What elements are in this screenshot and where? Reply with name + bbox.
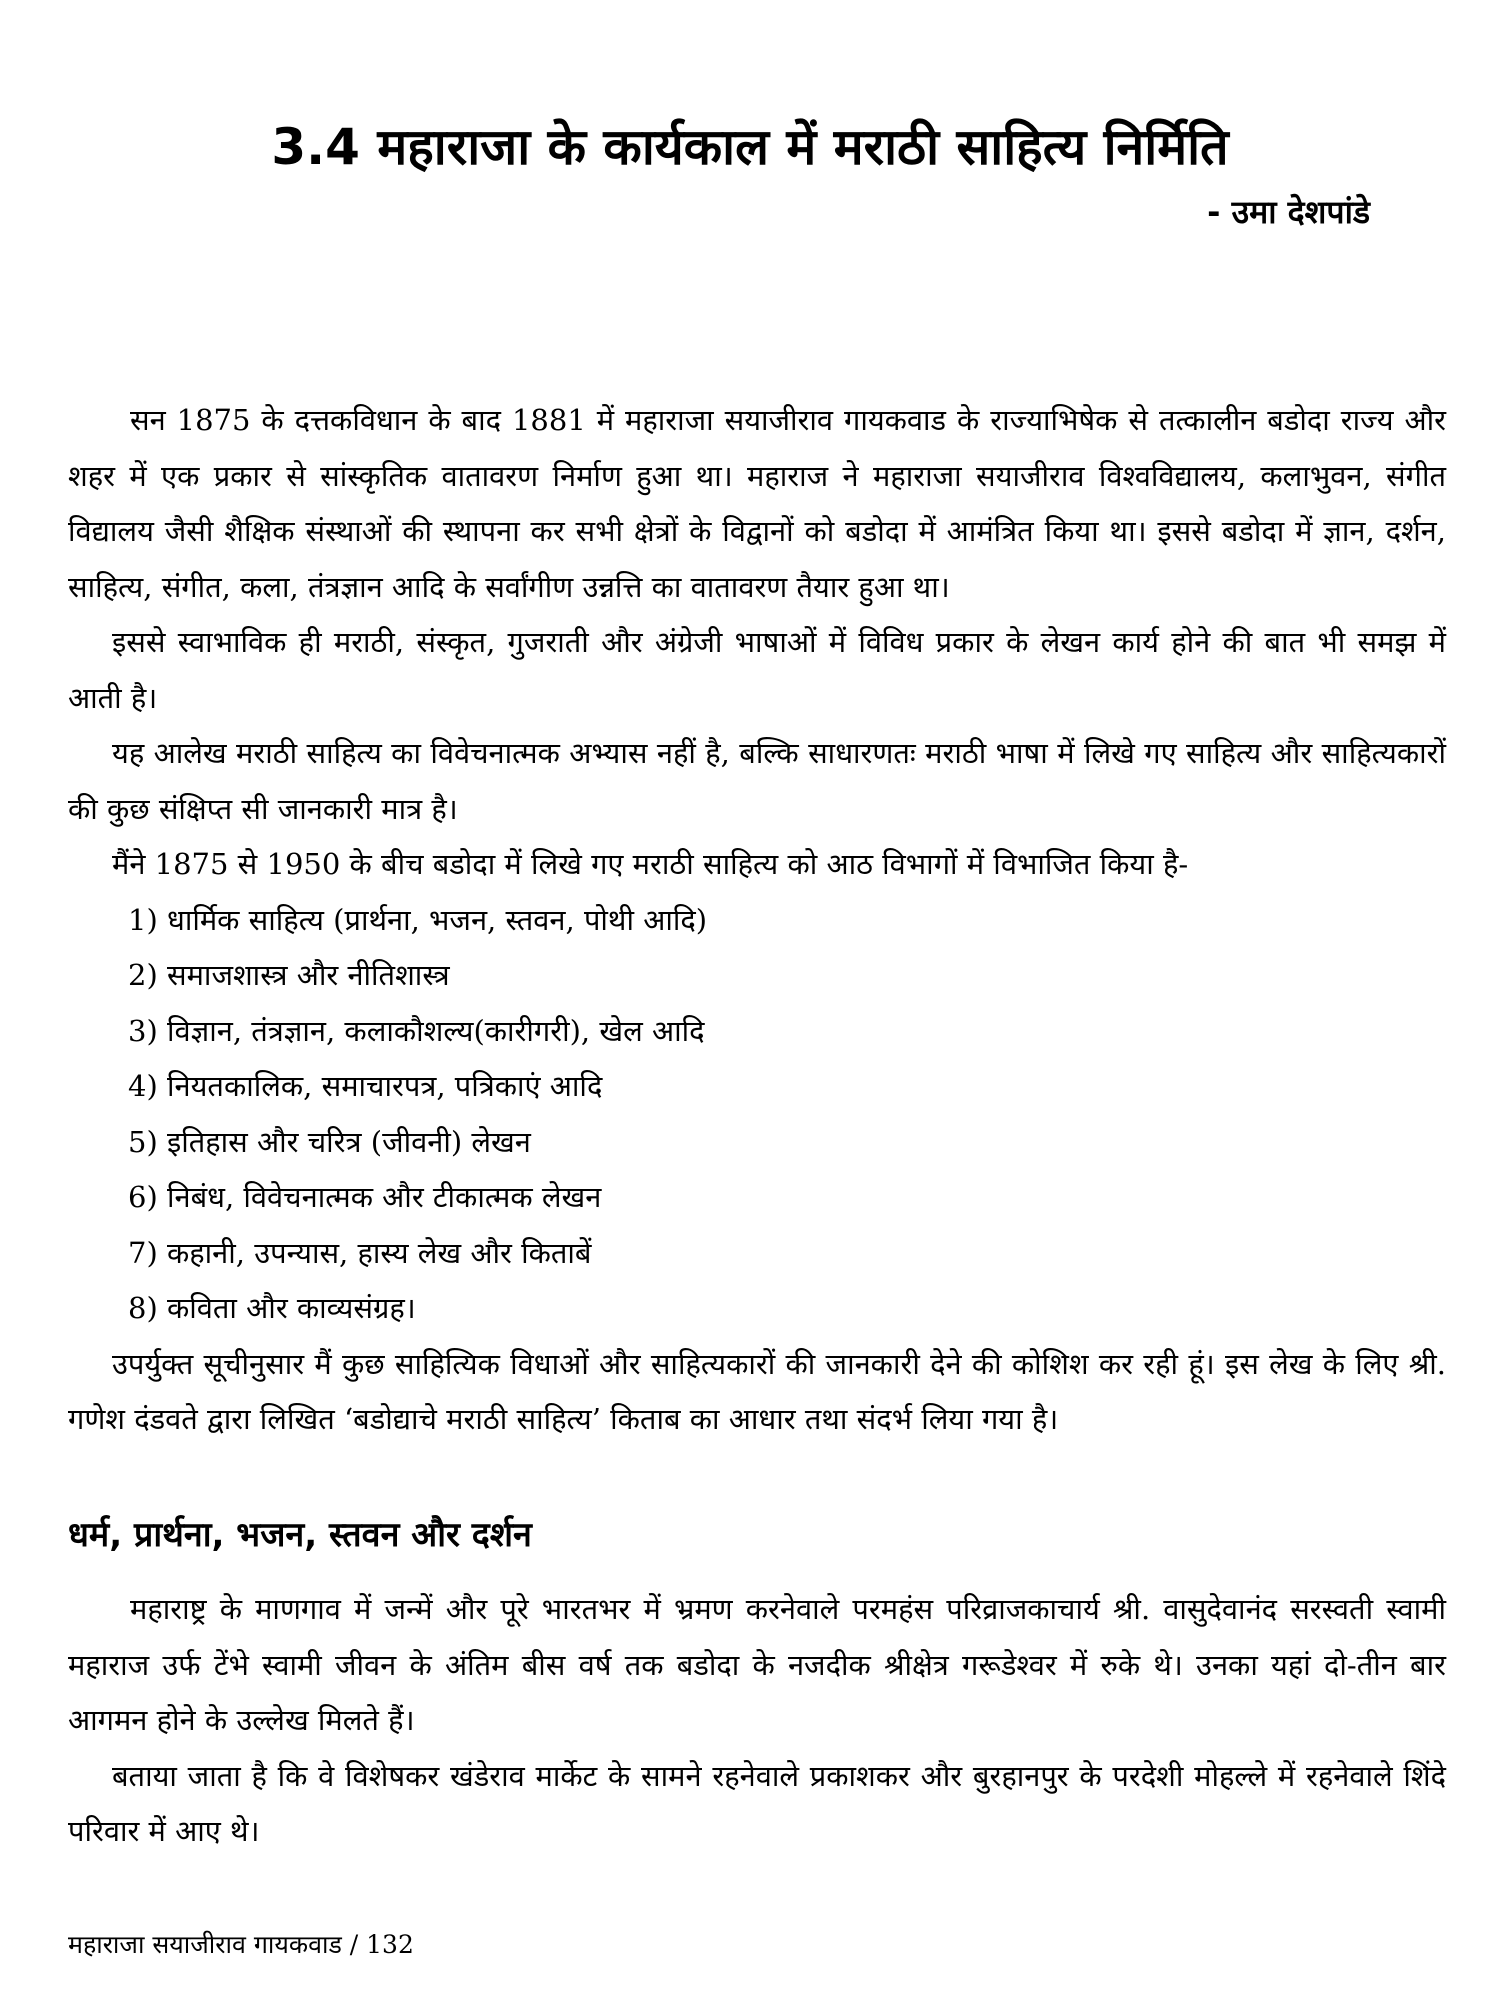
intro-body [68, 393, 1446, 1448]
section-paragraph-2: बताया जाता है कि वे विशेषकर खंडेराव मार्केट के सामने रहनेवाले प्रकाशकर और बुरहानपुर के परदेशी मोहल्ले में रहनेवाले शिंदे परिवार में आए थे। [68, 1758, 1446, 1848]
intro-paragraph-3: यह आलेख मराठी साहित्य का विवेचनात्मक अभ्यास नहीं है, बल्कि साधारणतः मराठी भाषा में लिखे गए साहित्य और साहित्यकारों की कुछ संक्षिप्त सी जानकारी मात्र है। [68, 736, 1446, 826]
intro-paragraph-4: मैंने 1875 से 1950 के बीच बडोदा में लिखे गए मराठी साहित्य को आठ विभागों में विभाजित किया है- [112, 847, 1189, 881]
section-heading: धर्म, प्रार्थना, भजन, स्तवन और दर्शन [68, 1515, 532, 1555]
section-paragraph-1: महाराष्ट्र के माणगाव में जन्में और पूरे भारतभर में भ्रमण करनेवाले परमहंस परिव्राजकाचार्य श्री. वासुदेवानंद सरस्वती स्वामी महाराज उर्फ टेंभे स्वामी जीवन के अंतिम बीस वर्ष तक बडोदा के नजदीक श्रीक्षेत्र गरूडेश्वर में रुके थे। उनका यहां दो-तीन बार आगमन होने के उल्लेख मिलते हैं। [68, 1592, 1446, 1737]
category-list [68, 893, 1446, 1337]
intro-paragraph-2: इससे स्वाभाविक ही मराठी, संस्कृत, गुजराती और अंग्रेजी भाषाओं में विविध प्रकार के लेखन कार्य होने की बात भी समझ में आती है। [68, 625, 1446, 715]
intro-paragraph-1: सन 1875 के दत्तकविधान के बाद 1881 में महाराजा सयाजीराव गायकवाड के राज्याभिषेक से तत्कालीन बडोदा राज्य और शहर में एक प्रकार से सांस्कृतिक वातावरण निर्माण हुआ था। महाराज ने महाराजा सयाजीराव विश्वविद्यालय, कलाभुवन, संगीत विद्यालय जैसी शैक्षिक संस्थाओं की स्थापना कर सभी क्षेत्रों के विद्वानों को बडोदा में आमंत्रित किया था। इससे बडोदा में ज्ञान, दर्शन, साहित्य, संगीत, कला, तंत्रज्ञान आदि के सर्वांगीण उन्नत्ति का वातावरण तैयार हुआ था। [68, 403, 1446, 604]
page-footer: महाराजा सयाजीराव गायकवाड / 132 [68, 1930, 414, 1959]
category-item: 8) कविता और काव्यसंग्रह। [128, 1291, 416, 1325]
author-name: - उमा देशपांडे [1207, 193, 1370, 231]
category-item: 3) विज्ञान, तंत्रज्ञान, कलाकौशल्य(कारीगरी), खेल आदि [128, 1013, 705, 1048]
category-item: 7) कहानी, उपन्यास, हास्य लेख और किताबें [128, 1235, 592, 1270]
category-item: 4) नियतकालिक, समाचारपत्र, पत्रिकाएं आदि [128, 1069, 603, 1103]
category-item: 5) इतिहास और चरित्र (जीवनी) लेखन [128, 1124, 531, 1159]
chapter-title: 3.4 महाराजा के कार्यकाल में मराठी साहित्य निर्मिति [271, 118, 1229, 176]
intro-closing-paragraph: उपर्युक्त सूचीनुसार मैं कुछ साहित्यिक विधाओं और साहित्यकारों की जानकारी देने की कोशिश कर रही हूं। इस लेख के लिए श्री. गणेश दंडवते द्वारा लिखित ‘बडोद्याचे मराठी साहित्य’ किताब का आधार तथा संदर्भ लिया गया है। [68, 1346, 1446, 1436]
category-item: 2) समाजशास्त्र और नीतिशास्त्र [128, 958, 450, 992]
category-item: 6) निबंध, विवेचनात्मक और टीकात्मक लेखन [128, 1180, 602, 1214]
section-body [68, 1582, 1446, 1860]
category-item: 1) धार्मिक साहित्य (प्रार्थना, भजन, स्तवन, पोथी आदि) [128, 902, 708, 937]
